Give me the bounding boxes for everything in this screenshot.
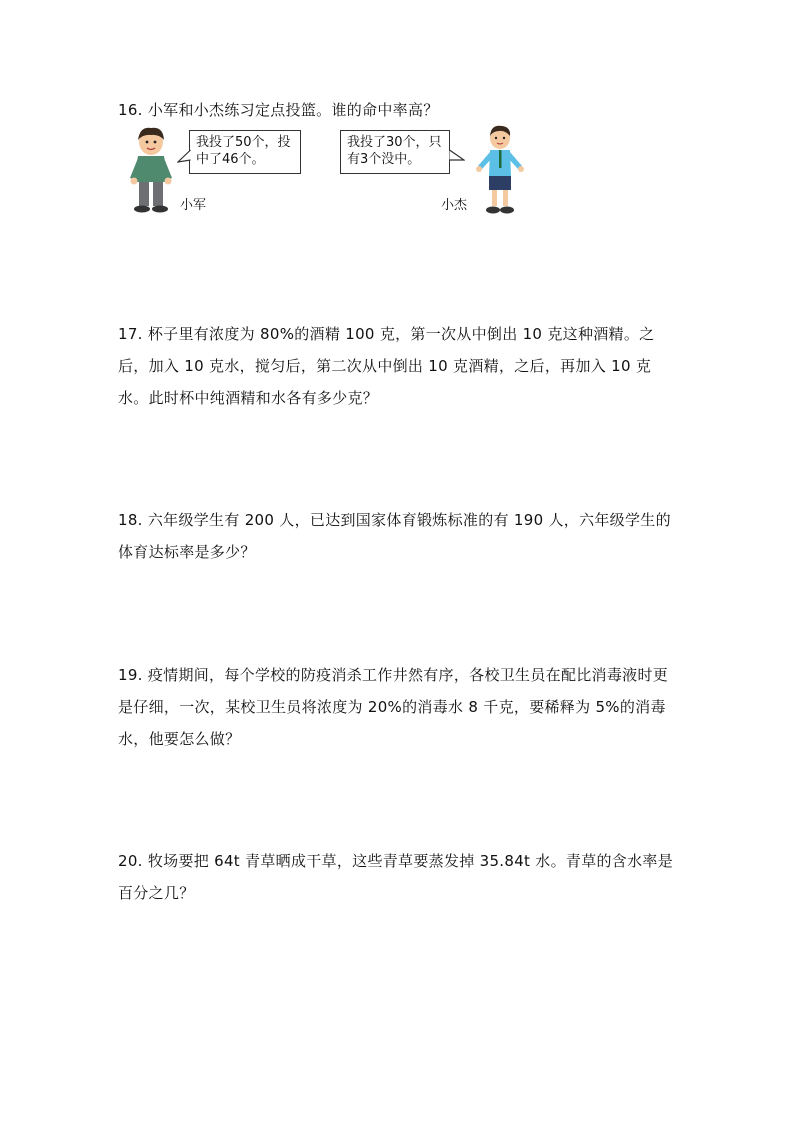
bubble-line-2: 有3个没中。: [347, 152, 421, 167]
bubble-tail-icon: [177, 148, 191, 166]
question-18: [118, 504, 678, 568]
question-number: 18.: [118, 511, 143, 529]
xiaojie-speech-bubble: [340, 130, 450, 174]
question-19: [118, 659, 678, 755]
xiaojun-figure: [126, 126, 176, 214]
basketball-scene: [118, 120, 538, 220]
question-17: [118, 318, 678, 414]
question-20: [118, 845, 678, 909]
xiaojun-speech-bubble: [189, 130, 301, 174]
question-number: 17.: [118, 325, 143, 343]
xiaojie-name-label: 小杰: [441, 198, 468, 213]
question-text: 疫情期间，每个学校的防疫消杀工作井然有序，各校卫生员在配比消毒液时更是仔细，一次，某校卫生员将浓度为 20%的消毒水 8 千克，要稀释为 5%的消毒水，他要怎么做？: [118, 666, 669, 748]
question-number: 20.: [118, 852, 143, 870]
xiaojie-figure: [475, 124, 525, 216]
question-text: 六年级学生有 200 人，已达到国家体育锻炼标准的有 190 人，六年级学生的体育达标率是多少？: [118, 511, 671, 561]
bubble-tail-icon: [449, 148, 465, 166]
bubble-line-1: 我投了50个，投: [196, 135, 291, 150]
question-text: 小军和小杰练习定点投篮。谁的命中率高？: [147, 101, 439, 119]
question-text: 牧场要把 64t 青草晒成干草，这些青草要蒸发掉 35.84t 水。青草的含水率是百分之几？: [118, 852, 674, 902]
question-text: 杯子里有浓度为 80%的酒精 100 克，第一次从中倒出 10 克这种酒精。之后，加入 10 克水，搅匀后，第二次从中倒出 10 克酒精，之后，再加入 10 克水。此时杯中纯酒精和水各有多少克？: [118, 325, 655, 407]
question-number: 19.: [118, 666, 143, 684]
bubble-line-2: 中了46个。: [196, 152, 265, 167]
bubble-line-1: 我投了30个，只: [347, 135, 442, 150]
question-number: 16.: [118, 101, 143, 119]
xiaojun-name-label: 小军: [180, 198, 207, 213]
